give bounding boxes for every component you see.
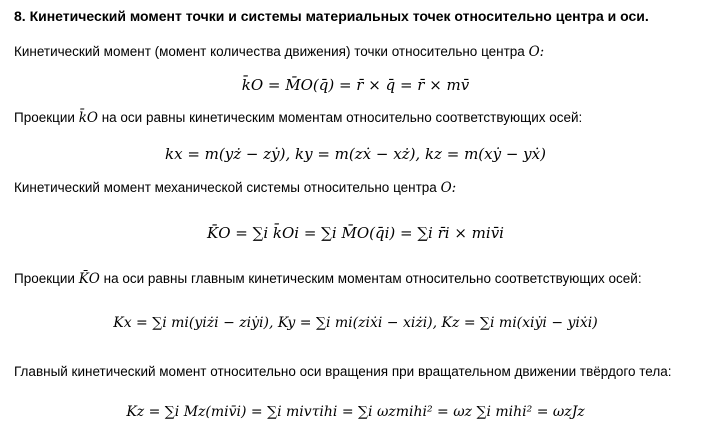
formula-point-projections: kx = m(yż − zẏ), ky = m(zẋ − xż), kz = m(xẏ − yẋ) — [165, 145, 546, 163]
paragraph-text-after: на оси равны главным кинетическим моментам относительно соответствующих осей: — [99, 271, 642, 286]
paragraph-point-moment — [14, 44, 544, 60]
paragraph-text-after: на оси равны кинетическим моментам относительно соответствующих осей: — [97, 110, 583, 125]
formula-system-moment: K̄O = ∑i k̄Oi = ∑i M̄O(q̄i) = ∑i r̄i × miv̄i — [207, 224, 504, 242]
paragraph-axis-rotation: Главный кинетический момент относительно оси вращения при вращательном движении твёрдого тела: — [14, 364, 672, 379]
paragraph-text: Кинетический момент (момент количества движения) точки относительно центра — [14, 44, 529, 59]
paragraph-system-projections — [14, 271, 642, 287]
paragraph-text-before: Проекции — [14, 271, 79, 286]
paragraph-point-projections — [14, 110, 582, 126]
vector-symbol: k̄O — [78, 110, 98, 126]
center-symbol: O: — [440, 180, 457, 196]
paragraph-system-moment — [14, 180, 456, 196]
formula-point-moment: k̄O = M̄O(q̄) = r̄ × q̄ = r̄ × mv̄ — [241, 76, 470, 94]
paragraph-text: Кинетический момент механической системы относительно центра — [14, 180, 441, 195]
section-title: 8. Кинетический момент точки и системы материальных точек относительно центра и оси. — [14, 8, 649, 24]
center-symbol: O: — [528, 44, 545, 60]
vector-symbol: K̄O — [78, 271, 100, 287]
formula-axis-rotation: Kz = ∑i Mz(miv̄i) = ∑i mivτihi = ∑i ωzmihi² = ωz ∑i mihi² = ωzJz — [126, 404, 585, 420]
formula-system-projections: Kx = ∑i mi(yiżi − ziẏi), Ky = ∑i mi(ziẋi − xiżi), Kz = ∑i mi(xiẏi − yiẋi) — [113, 315, 598, 331]
paragraph-text-before: Проекции — [14, 110, 79, 125]
